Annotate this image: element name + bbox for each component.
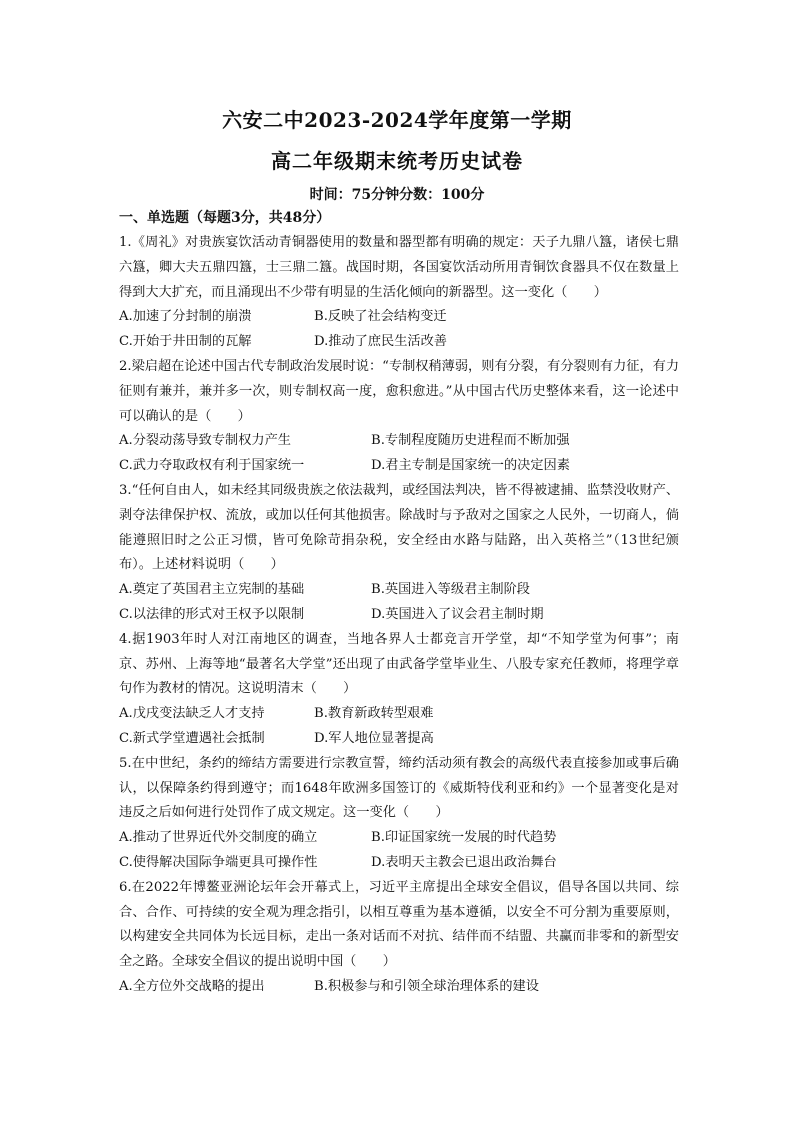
option-d[interactable]: D.军人地位显著提高 — [314, 730, 434, 746]
question-4 — [119, 628, 679, 752]
question-2 — [119, 355, 679, 479]
exam-school-title: 六安二中2023-2024学年度第一学期 — [222, 108, 572, 132]
option-c[interactable]: C.开始于井田制的瓦解 — [119, 334, 252, 350]
option-d[interactable]: D.英国进入了议会君主制时期 — [371, 606, 544, 622]
option-a[interactable]: A.奠定了英国君主立宪制的基础 — [119, 582, 305, 598]
question-3 — [119, 479, 679, 628]
section-heading: 一、单选题（每题3分，共48分） — [119, 210, 331, 226]
option-b[interactable]: B.专制程度随历史进程而不断加强 — [371, 433, 570, 449]
question-options — [119, 702, 679, 752]
option-a[interactable]: A.全方位外交战略的提出 — [119, 978, 265, 994]
option-a[interactable]: A.推动了世界近代外交制度的确立 — [119, 830, 318, 846]
question-options — [119, 305, 679, 355]
option-d[interactable]: D.推动了庶民生活改善 — [314, 334, 447, 350]
option-a[interactable]: A.戊戌变法缺乏人才支持 — [119, 706, 265, 722]
question-options — [119, 578, 679, 628]
exam-content — [119, 207, 679, 1000]
question-options — [119, 429, 679, 479]
option-b[interactable]: B.积极参与和引领全球治理体系的建设 — [314, 978, 539, 994]
option-b[interactable]: B.英国进入等级君主制阶段 — [371, 582, 530, 598]
option-d[interactable]: D.表明天主教会已退出政治舞台 — [371, 854, 557, 870]
question-options — [119, 826, 679, 876]
question-options — [119, 975, 679, 1000]
option-b[interactable]: B.反映了社会结构变迁 — [314, 309, 447, 325]
question-stem: 5.在中世纪，条约的缔结方需要进行宗教宣誓，缔约活动须有教会的高级代表直接参加或事后确认，以保障条约得到遵守；而1648年欧洲多国签订的《威斯特伐利亚和约》一个显著变化是对违反之后如何进行处罚作了成文规定。这一变化（ ） — [119, 755, 679, 821]
question-stem: 1.《周礼》对贵族宴饮活动青铜器使用的数量和器型都有明确的规定：天子九鼎八簋，诸侯七鼎六簋，卿大夫五鼎四簋，士三鼎二簋。战国时期，各国宴饮活动所用青铜饮食器具不仅在数量上得到大大扩充，而且涌现出不少带有明显的生活化倾向的新器型。这一变化（ ） — [119, 235, 679, 300]
option-c[interactable]: C.以法律的形式对王权予以限制 — [119, 606, 305, 622]
question-stem: 3.“任何自由人，如未经其同级贵族之依法裁判，或经国法判决，皆不得被逮捕、监禁没收财产、剥夺法律保护权、流放，或加以任何其他损害。除战时与予敌对之国家之人民外，一切商人，倘能遵照旧时之公正习惯，皆可免除苛捐杂税，安全经由水路与陆路，出入英格兰”（13世纪颁布）。上述材料说明（ ） — [119, 482, 680, 573]
exam-paper-title: 高二年级期末统考历史试卷 — [271, 149, 523, 173]
option-c[interactable]: C.武力夺取政权有利于国家统一 — [119, 458, 305, 474]
question-stem: 2.梁启超在论述中国古代专制政治发展时说：“专制权稍薄弱，则有分裂，有分裂则有力征，有力征则有兼并，兼并多一次，则专制权高一度，愈积愈进。”从中国古代历史整体来看，这一论述中可以确认的是（ ） — [119, 358, 680, 424]
option-b[interactable]: B.印证国家统一发展的时代趋势 — [371, 830, 557, 846]
option-a[interactable]: A.分裂动荡导致专制权力产生 — [119, 433, 291, 449]
question-1 — [119, 231, 679, 355]
option-b[interactable]: B.教育新政转型艰难 — [314, 706, 434, 722]
option-a[interactable]: A.加速了分封制的崩溃 — [119, 309, 252, 325]
question-5 — [119, 752, 679, 876]
exam-time-score: 时间：75分钟分数：100分 — [309, 187, 485, 203]
question-stem: 4.据1903年时人对江南地区的调查，当地各界人士都竞言开学堂，却“不知学堂为何事”；南京、苏州、上海等地“最著名大学堂”还出现了由武备学堂毕业生、八股专家充任教师，将理学章句作为教材的情况。这说明清末（ ） — [119, 631, 679, 697]
question-stem: 6.在2022年博鳌亚洲论坛年会开幕式上，习近平主席提出全球安全倡议，倡导各国以共同、综合、合作、可持续的安全观为理念指引，以相互尊重为基本遵循，以安全不可分割为重要原则，以构建安全共同体为长远目标，走出一条对话而不对抗、结伴而不结盟、共赢而非零和的新型安全之路。全球安全倡议的提出说明中国（ ） — [119, 879, 679, 970]
question-6 — [119, 876, 679, 1000]
option-c[interactable]: C.使得解决国际争端更具可操作性 — [119, 854, 318, 870]
option-c[interactable]: C.新式学堂遭遇社会抵制 — [119, 730, 265, 746]
option-d[interactable]: D.君主专制是国家统一的决定因素 — [371, 458, 570, 474]
